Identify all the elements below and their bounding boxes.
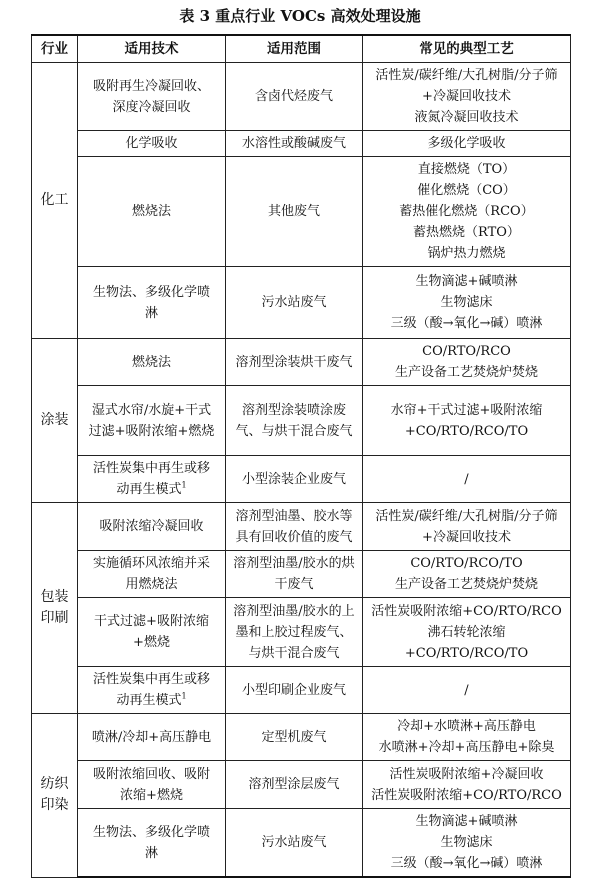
process-line: 活性炭/碳纤维/大孔树脂/分子筛+冷凝回收技术 — [375, 68, 558, 104]
industry-cell-printing — [32, 503, 78, 714]
process-line: CO/RTO/RCO — [422, 344, 511, 359]
table-row — [32, 714, 571, 761]
process-line: / — [464, 682, 469, 698]
tech-cell: 干式过滤+吸附浓缩+燃烧 — [78, 598, 226, 667]
process-line: 锅炉热力燃烧 — [427, 246, 506, 261]
process-line: 生物滤床 — [440, 835, 493, 850]
process-line: 蓄热燃烧（RTO） — [413, 225, 520, 240]
process-line: 液氮冷凝回收技术 — [414, 110, 519, 125]
industry-cell-chemical: 化工 — [32, 63, 78, 339]
scope-cell: 水溶性或酸碱废气 — [226, 131, 363, 157]
process-line: 生产设备工艺焚烧炉焚烧 — [394, 577, 538, 592]
scope-cell: 小型印刷企业废气 — [226, 667, 363, 714]
process-line: 活性炭吸附浓缩+冷凝回收 — [389, 766, 544, 782]
table-row — [32, 267, 571, 339]
scope-cell: 溶剂型涂层废气 — [226, 761, 363, 809]
table-row — [32, 63, 571, 131]
tech-cell: 生物法、多级化学喷淋 — [78, 809, 226, 878]
process-line: 活性炭吸附浓缩+CO/RTO/RCO — [371, 787, 562, 803]
table-row — [32, 131, 571, 157]
table-row — [32, 386, 571, 456]
process-line: 三级（酸→氧化→碱）喷淋 — [390, 316, 543, 331]
scope-cell: 污水站废气 — [226, 809, 363, 878]
process-cell — [363, 714, 571, 761]
scope-cell: 其他废气 — [226, 157, 363, 267]
process-cell — [363, 551, 571, 598]
tech-cell: 喷淋/冷却+高压静电 — [78, 714, 226, 761]
industry-line: 包装 — [40, 589, 69, 605]
process-line: 生物滴滤+碱喷淋 — [415, 274, 518, 289]
tech-cell: 吸附浓缩冷凝回收 — [78, 503, 226, 551]
scope-cell: 溶剂型涂装烘干废气 — [226, 339, 363, 386]
header-industry: 行业 — [32, 35, 78, 63]
process-cell — [363, 761, 571, 809]
table-row — [32, 761, 571, 809]
header-scope: 适用范围 — [226, 35, 363, 63]
scope-cell: 溶剂型油墨/胶水的烘干废气 — [226, 551, 363, 598]
tech-cell: 燃烧法 — [78, 157, 226, 267]
process-line: 冷却+水喷淋+高压静电 — [397, 719, 536, 734]
industry-line: 印染 — [40, 797, 69, 814]
process-cell — [363, 456, 571, 503]
process-line: 直接燃烧（TO） — [417, 162, 516, 177]
vocs-facilities-table — [31, 34, 571, 878]
process-line: +CO/RTO/RCO/TO — [404, 423, 529, 439]
process-line: / — [464, 471, 469, 487]
process-cell — [363, 63, 571, 131]
process-line: 水帘+干式过滤+吸附浓缩 — [390, 402, 543, 418]
process-cell — [363, 267, 571, 339]
table-row — [32, 809, 571, 878]
process-line: 活性炭吸附浓缩+CO/RTO/RCO — [371, 603, 562, 619]
process-line: 生物滤床 — [440, 295, 493, 310]
process-line: 水喷淋+冷却+高压静电+除臭 — [378, 740, 555, 755]
tech-cell: 化学吸收 — [78, 131, 226, 157]
industry-cell-textile — [32, 714, 78, 878]
tech-cell — [78, 456, 226, 503]
process-cell — [363, 131, 571, 157]
tech-cell: 燃烧法 — [78, 339, 226, 386]
process-line: 催化燃烧（CO） — [417, 183, 516, 198]
tech-cell: 吸附再生冷凝回收、深度冷凝回收 — [78, 63, 226, 131]
table-row — [32, 503, 571, 551]
tech-cell: 生物法、多级化学喷淋 — [78, 267, 226, 339]
scope-cell: 污水站废气 — [226, 267, 363, 339]
process-line: 生产设备工艺焚烧炉焚烧 — [394, 365, 538, 380]
process-line: 生物滴滤+碱喷淋 — [415, 814, 518, 829]
process-line: 三级（酸→氧化→碱）喷淋 — [390, 856, 543, 871]
process-line: 蓄热催化燃烧（RCO） — [399, 204, 534, 219]
table-row — [32, 667, 571, 714]
process-line: CO/RTO/RCO/TO — [410, 556, 523, 571]
scope-cell: 溶剂型油墨/胶水的上墨和上胶过程废气、与烘干混合废气 — [226, 598, 363, 667]
process-cell — [363, 157, 571, 267]
scope-cell: 含卤代烃废气 — [226, 63, 363, 131]
scope-cell: 溶剂型油墨、胶水等具有回收价值的废气 — [226, 503, 363, 551]
process-cell — [363, 809, 571, 878]
process-cell — [363, 598, 571, 667]
table-row — [32, 456, 571, 503]
process-line: 多级化学吸收 — [427, 136, 506, 151]
process-cell — [363, 386, 571, 456]
industry-line: 纺织 — [40, 776, 69, 793]
scope-cell: 溶剂型涂装喷涂废气、与烘干混合废气 — [226, 386, 363, 456]
process-cell — [363, 339, 571, 386]
table-row — [32, 598, 571, 667]
table-row — [32, 551, 571, 598]
scope-cell: 小型涂装企业废气 — [226, 456, 363, 503]
table-row — [32, 339, 571, 386]
tech-cell — [78, 667, 226, 714]
tech-cell: 湿式水帘/水旋+干式过滤+吸附浓缩+燃烧 — [78, 386, 226, 456]
tech-text: 活性炭集中再生或移动再生模式 — [92, 461, 210, 497]
industry-cell-coating: 涂装 — [32, 339, 78, 503]
scope-cell: 定型机废气 — [226, 714, 363, 761]
tech-text: 活性炭集中再生或移动再生模式 — [92, 672, 210, 708]
table-caption: 表 3 重点行业 VOCs 高效处理设施 — [179, 7, 421, 25]
header-process: 常见的典型工艺 — [363, 35, 571, 63]
tech-cell: 吸附浓缩回收、吸附浓缩+燃烧 — [78, 761, 226, 809]
header-row — [32, 35, 571, 63]
footnote-marker: 1 — [181, 691, 187, 701]
header-technology: 适用技术 — [78, 35, 226, 63]
table-row — [32, 157, 571, 267]
tech-cell: 实施循环风浓缩并采用燃烧法 — [78, 551, 226, 598]
process-cell — [363, 667, 571, 714]
footnote-marker: 1 — [181, 480, 187, 490]
industry-line: 印刷 — [40, 610, 69, 626]
process-line: 沸石转轮浓缩+CO/RTO/RCO/TO — [404, 624, 529, 661]
process-line: 活性炭/碳纤维/大孔树脂/分子筛+冷凝回收技术 — [375, 508, 558, 545]
process-cell — [363, 503, 571, 551]
